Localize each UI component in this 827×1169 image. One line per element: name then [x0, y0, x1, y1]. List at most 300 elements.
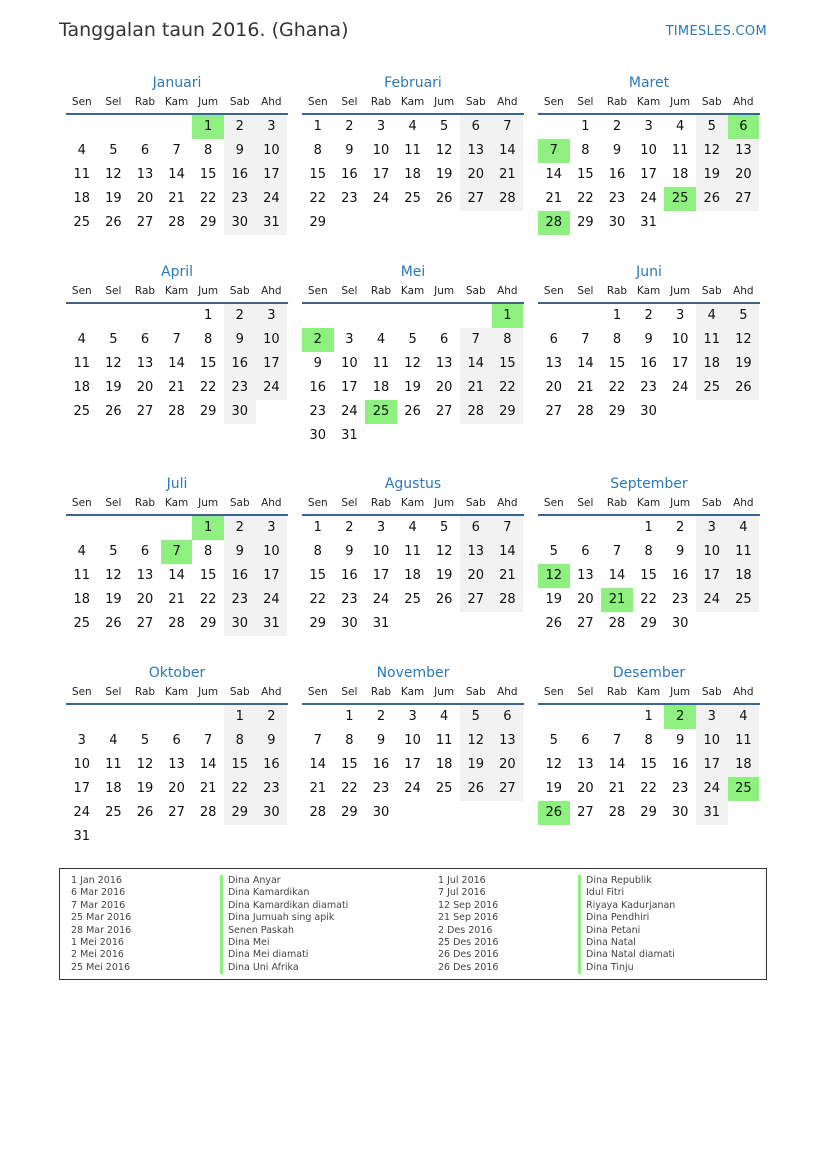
day-cell: 14	[168, 167, 185, 182]
day-cell: 11	[105, 757, 122, 772]
day-cell: 6	[460, 115, 492, 139]
day-cell: 12	[545, 757, 563, 772]
weekday-label: Ahd	[497, 285, 518, 297]
day-cell: 5	[549, 544, 558, 559]
day-cell: 12	[435, 544, 453, 559]
day-cell: 22	[309, 191, 327, 206]
weekday-label: Rab	[134, 686, 156, 698]
weekday-label: Rab	[134, 285, 156, 297]
day-cell: 11	[404, 143, 421, 158]
month-november	[302, 661, 524, 825]
empty-day-cell	[460, 801, 492, 825]
empty-day-cell	[129, 304, 161, 328]
day-cell: 7	[204, 733, 213, 748]
holiday-name: Dina Petani	[578, 925, 675, 937]
day-cell: 15	[577, 167, 594, 182]
day-cell: 17	[372, 167, 390, 182]
day-cell: 22	[199, 191, 217, 206]
weekday-header	[66, 95, 288, 115]
day-cell: 16	[671, 757, 689, 772]
weekday-label: Sen	[307, 285, 328, 297]
holiday-name: Dina Natal diamati	[578, 949, 675, 961]
day-cell: 10	[671, 332, 689, 347]
month-name: Januari	[152, 75, 202, 91]
day-cell: 23	[372, 781, 390, 796]
holiday-name: Dina Republik	[578, 875, 675, 887]
day-grid	[302, 705, 524, 825]
day-cell: 8	[492, 328, 524, 352]
day-cell: 1	[345, 709, 354, 724]
month-oktober	[66, 661, 288, 849]
day-cell: 14	[199, 757, 217, 772]
day-cell: 22	[640, 781, 657, 796]
day-cell: 9	[676, 733, 685, 748]
day-cell: 27	[136, 404, 154, 419]
day-cell: 15	[309, 167, 327, 182]
day-cell: 4	[440, 709, 449, 724]
day-grid	[538, 516, 760, 636]
day-cell: 30	[224, 612, 256, 636]
day-cell: 30	[309, 428, 327, 443]
day-cell: 21	[601, 588, 633, 612]
day-cell: 5	[440, 520, 449, 535]
day-cell: 1	[313, 520, 322, 535]
day-cell: 17	[341, 380, 358, 395]
day-cell: 7	[492, 516, 524, 540]
day-cell: 8	[644, 544, 653, 559]
day-cell: 10	[256, 540, 288, 564]
weekday-label: Sab	[465, 686, 486, 698]
day-cell: 15	[341, 757, 358, 772]
day-cell: 24	[256, 588, 288, 612]
day-cell: 17	[256, 352, 288, 376]
holiday-name: Dina Kamardikan diamati	[220, 900, 348, 912]
holiday-date: 2 Des 2016	[438, 924, 493, 936]
day-cell: 28	[460, 400, 492, 424]
day-cell: 21	[309, 781, 327, 796]
day-cell: 27	[545, 404, 563, 419]
day-cell: 16	[671, 568, 689, 583]
day-cell: 24	[696, 588, 728, 612]
day-cell: 23	[256, 777, 288, 801]
day-cell: 5	[549, 733, 558, 748]
weekday-header	[538, 496, 760, 516]
weekday-label: Jum	[198, 497, 219, 509]
day-cell: 29	[224, 801, 256, 825]
weekday-label: Ahd	[497, 96, 518, 108]
day-cell: 28	[309, 805, 327, 820]
weekday-label: Sel	[341, 285, 358, 297]
empty-day-cell	[460, 612, 492, 636]
day-cell: 21	[168, 592, 185, 607]
day-grid	[66, 705, 288, 849]
day-cell: 22	[577, 191, 594, 206]
day-grid	[538, 705, 760, 825]
holiday-name: Dina Mei diamati	[220, 949, 348, 961]
day-cell: 13	[136, 167, 154, 182]
holiday-date: 7 Jul 2016	[438, 887, 486, 899]
weekday-label: Kam	[164, 96, 189, 108]
empty-day-cell	[98, 115, 130, 139]
day-cell: 8	[204, 544, 213, 559]
month-desember	[538, 661, 760, 825]
day-cell: 31	[341, 428, 358, 443]
holiday-date: 26 Des 2016	[438, 961, 499, 973]
day-cell: 18	[728, 753, 760, 777]
day-cell: 19	[105, 191, 122, 206]
empty-day-cell	[397, 424, 429, 448]
day-cell: 25	[728, 588, 760, 612]
day-cell: 23	[671, 592, 689, 607]
month-februari	[302, 71, 524, 235]
day-cell: 5	[440, 119, 449, 134]
day-cell: 8	[644, 733, 653, 748]
weekday-label: Sen	[307, 96, 328, 108]
day-cell: 6	[460, 516, 492, 540]
day-cell: 25	[73, 215, 91, 230]
holiday-name: Dina Natal	[578, 937, 675, 949]
weekday-label: Sel	[105, 285, 122, 297]
day-cell: 12	[696, 139, 728, 163]
day-cell: 13	[577, 568, 594, 583]
empty-day-cell	[98, 825, 130, 849]
day-cell: 31	[372, 616, 390, 631]
day-cell: 28	[608, 805, 626, 820]
day-cell: 2	[302, 328, 334, 352]
day-cell: 14	[492, 139, 524, 163]
empty-day-cell	[129, 705, 161, 729]
day-cell: 2	[612, 119, 622, 134]
day-cell: 3	[345, 332, 354, 347]
day-cell: 3	[256, 115, 288, 139]
empty-day-cell	[397, 612, 429, 636]
weekday-label: Sel	[105, 497, 122, 509]
empty-day-cell	[302, 705, 334, 729]
brand-link[interactable]: TIMESLES.COM	[665, 24, 767, 39]
month-name: Oktober	[148, 665, 206, 681]
day-cell: 1	[644, 520, 653, 535]
day-cell: 7	[612, 544, 622, 559]
day-cell: 15	[640, 757, 657, 772]
day-cell: 11	[435, 733, 453, 748]
month-name: Februari	[384, 75, 442, 91]
weekday-label: Kam	[400, 497, 425, 509]
day-cell: 18	[372, 380, 390, 395]
day-cell: 9	[224, 139, 256, 163]
day-cell: 3	[644, 119, 653, 134]
day-cell: 29	[492, 400, 524, 424]
weekday-label: Kam	[164, 285, 189, 297]
holiday-list	[59, 868, 767, 980]
day-cell: 21	[492, 163, 524, 187]
day-cell: 27	[435, 404, 453, 419]
day-cell: 28	[168, 616, 185, 631]
day-cell: 18	[73, 191, 91, 206]
empty-day-cell	[538, 705, 570, 729]
holiday-date: 25 Mar 2016	[71, 912, 132, 924]
weekday-label: Sel	[341, 686, 358, 698]
day-cell: 2	[644, 308, 653, 323]
day-cell: 14	[309, 757, 327, 772]
day-cell: 2	[345, 119, 354, 134]
weekday-label: Sen	[71, 686, 92, 698]
empty-day-cell	[696, 211, 728, 235]
day-cell: 1	[313, 119, 322, 134]
day-cell: 27	[168, 805, 185, 820]
day-cell: 3	[676, 308, 685, 323]
day-cell: 10	[372, 544, 390, 559]
day-cell: 19	[105, 592, 122, 607]
weekday-label: Kam	[400, 686, 425, 698]
day-cell: 14	[168, 568, 185, 583]
day-grid	[302, 115, 524, 235]
weekday-label: Jum	[670, 96, 691, 108]
day-cell: 19	[545, 781, 563, 796]
day-cell: 2	[676, 520, 685, 535]
month-juni	[538, 260, 760, 424]
day-cell: 11	[728, 540, 760, 564]
day-cell: 21	[168, 191, 185, 206]
day-cell: 21	[492, 564, 524, 588]
holiday-dates-left	[71, 875, 221, 974]
day-cell: 21	[460, 376, 492, 400]
day-cell: 16	[608, 167, 626, 182]
holiday-date: 25 Des 2016	[438, 936, 499, 948]
day-cell: 2	[224, 516, 256, 540]
weekday-label: Ahd	[261, 285, 282, 297]
day-cell: 8	[345, 733, 354, 748]
day-cell: 6	[581, 733, 590, 748]
day-cell: 1	[644, 709, 653, 724]
day-cell: 11	[73, 568, 91, 583]
month-mei	[302, 260, 524, 448]
day-cell: 22	[199, 380, 217, 395]
day-cell: 6	[549, 332, 558, 347]
weekday-label: Rab	[370, 285, 392, 297]
page-title: Tanggalan taun 2016. (Ghana)	[59, 19, 349, 41]
day-cell: 10	[372, 143, 390, 158]
day-cell: 15	[199, 167, 217, 182]
day-cell: 23	[671, 781, 689, 796]
day-cell: 7	[172, 143, 181, 158]
day-cell: 14	[492, 540, 524, 564]
holiday-date: 25 Mei 2016	[71, 961, 130, 973]
day-cell: 24	[640, 191, 657, 206]
empty-day-cell	[66, 115, 98, 139]
day-cell: 27	[728, 187, 760, 211]
month-name: Mei	[400, 264, 426, 280]
holiday-name: Dina Jumuah sing apik	[220, 912, 348, 924]
day-cell: 4	[696, 304, 728, 328]
weekday-label: Sel	[577, 96, 594, 108]
day-cell: 7	[172, 332, 181, 347]
empty-day-cell	[460, 211, 492, 235]
day-cell: 4	[676, 119, 685, 134]
empty-day-cell	[728, 211, 760, 235]
empty-day-cell	[66, 705, 98, 729]
day-cell: 16	[224, 564, 256, 588]
holiday-name: Senen Paskah	[220, 925, 348, 937]
empty-day-cell	[365, 424, 397, 448]
day-cell: 16	[341, 167, 358, 182]
empty-day-cell	[365, 304, 397, 328]
weekday-label: Sab	[229, 285, 250, 297]
day-cell: 20	[136, 191, 154, 206]
day-cell: 31	[640, 215, 657, 230]
day-cell: 4	[77, 332, 86, 347]
day-cell: 4	[77, 143, 86, 158]
day-cell: 27	[460, 187, 492, 211]
weekday-header	[302, 95, 524, 115]
weekday-label: Sab	[465, 96, 486, 108]
weekday-header	[66, 496, 288, 516]
empty-day-cell	[66, 516, 98, 540]
day-cell: 16	[341, 568, 358, 583]
day-cell: 9	[224, 540, 256, 564]
weekday-label: Jum	[670, 497, 691, 509]
weekday-label: Ahd	[733, 96, 754, 108]
day-cell: 23	[341, 191, 358, 206]
day-cell: 15	[199, 356, 217, 371]
holiday-dates-right	[438, 875, 588, 974]
empty-day-cell	[397, 801, 429, 825]
day-cell: 23	[309, 404, 327, 419]
day-cell: 30	[224, 400, 256, 424]
day-cell: 17	[73, 781, 91, 796]
day-cell: 12	[136, 757, 154, 772]
day-cell: 20	[435, 380, 453, 395]
empty-day-cell	[570, 705, 602, 729]
day-cell: 19	[435, 167, 453, 182]
day-cell: 20	[492, 753, 524, 777]
empty-day-cell	[129, 115, 161, 139]
weekday-label: Sen	[307, 686, 328, 698]
day-cell: 11	[404, 544, 421, 559]
day-cell: 17	[696, 753, 728, 777]
day-cell: 3	[696, 516, 728, 540]
day-cell: 26	[435, 592, 453, 607]
day-cell: 29	[577, 215, 594, 230]
empty-day-cell	[98, 516, 130, 540]
day-cell: 30	[671, 616, 689, 631]
day-cell: 12	[105, 356, 122, 371]
day-cell: 23	[341, 592, 358, 607]
day-cell: 25	[365, 400, 397, 424]
day-cell: 3	[376, 119, 386, 134]
month-name: Juni	[636, 264, 662, 280]
day-cell: 13	[460, 540, 492, 564]
day-cell: 22	[492, 376, 524, 400]
day-cell: 26	[435, 191, 453, 206]
weekday-label: Sen	[307, 497, 328, 509]
weekday-header	[302, 685, 524, 705]
day-cell: 23	[224, 588, 256, 612]
empty-day-cell	[161, 304, 193, 328]
empty-day-cell	[256, 825, 288, 849]
day-cell: 1	[492, 304, 524, 328]
day-cell: 29	[341, 805, 358, 820]
day-cell: 18	[73, 380, 91, 395]
weekday-label: Sel	[577, 497, 594, 509]
day-cell: 5	[460, 705, 492, 729]
day-cell: 29	[608, 404, 626, 419]
weekday-label: Kam	[400, 285, 425, 297]
holiday-name: Dina Uni Afrika	[220, 962, 348, 974]
day-cell: 22	[341, 781, 358, 796]
weekday-label: Rab	[606, 285, 628, 297]
day-cell: 1	[192, 516, 224, 540]
empty-day-cell	[492, 612, 524, 636]
month-name: Desember	[612, 665, 686, 681]
weekday-label: Sab	[229, 96, 250, 108]
month-april	[66, 260, 288, 424]
weekday-label: Sel	[105, 96, 122, 108]
day-cell: 21	[168, 380, 185, 395]
day-cell: 4	[109, 733, 118, 748]
empty-day-cell	[428, 801, 460, 825]
day-grid	[302, 516, 524, 636]
day-cell: 11	[696, 328, 728, 352]
weekday-label: Jum	[198, 285, 219, 297]
day-cell: 14	[545, 167, 563, 182]
day-cell: 30	[256, 801, 288, 825]
weekday-header	[538, 685, 760, 705]
holiday-name: Dina Anyar	[220, 875, 348, 887]
weekday-label: Kam	[636, 285, 661, 297]
weekday-label: Rab	[134, 96, 156, 108]
day-cell: 5	[696, 115, 728, 139]
day-cell: 9	[676, 544, 685, 559]
day-cell: 31	[73, 829, 91, 844]
weekday-label: Jum	[434, 686, 455, 698]
day-cell: 30	[372, 805, 390, 820]
weekday-label: Sab	[701, 686, 722, 698]
weekday-label: Sen	[543, 686, 564, 698]
weekday-label: Ahd	[497, 686, 518, 698]
day-cell: 19	[728, 352, 760, 376]
weekday-label: Sel	[577, 686, 594, 698]
day-cell: 6	[140, 332, 150, 347]
holiday-date: 26 Des 2016	[438, 949, 499, 961]
day-cell: 14	[577, 356, 594, 371]
day-cell: 27	[577, 616, 594, 631]
day-cell: 8	[204, 332, 213, 347]
day-cell: 7	[161, 540, 193, 564]
day-cell: 1	[192, 115, 224, 139]
empty-day-cell	[492, 211, 524, 235]
day-cell: 31	[696, 801, 728, 825]
weekday-label: Sel	[105, 686, 122, 698]
day-cell: 14	[168, 356, 185, 371]
empty-day-cell	[728, 801, 760, 825]
day-cell: 9	[256, 729, 288, 753]
day-cell: 19	[545, 592, 563, 607]
day-cell: 9	[345, 544, 354, 559]
weekday-label: Sen	[543, 285, 564, 297]
weekday-label: Rab	[606, 96, 628, 108]
day-cell: 10	[341, 356, 358, 371]
month-juli	[66, 472, 288, 636]
day-cell: 13	[728, 139, 760, 163]
day-cell: 23	[608, 191, 626, 206]
weekday-label: Rab	[606, 497, 628, 509]
day-cell: 9	[644, 332, 653, 347]
weekday-label: Kam	[164, 497, 189, 509]
empty-day-cell	[492, 424, 524, 448]
day-cell: 27	[136, 616, 154, 631]
month-januari	[66, 71, 288, 235]
holiday-date: 21 Sep 2016	[438, 912, 499, 924]
